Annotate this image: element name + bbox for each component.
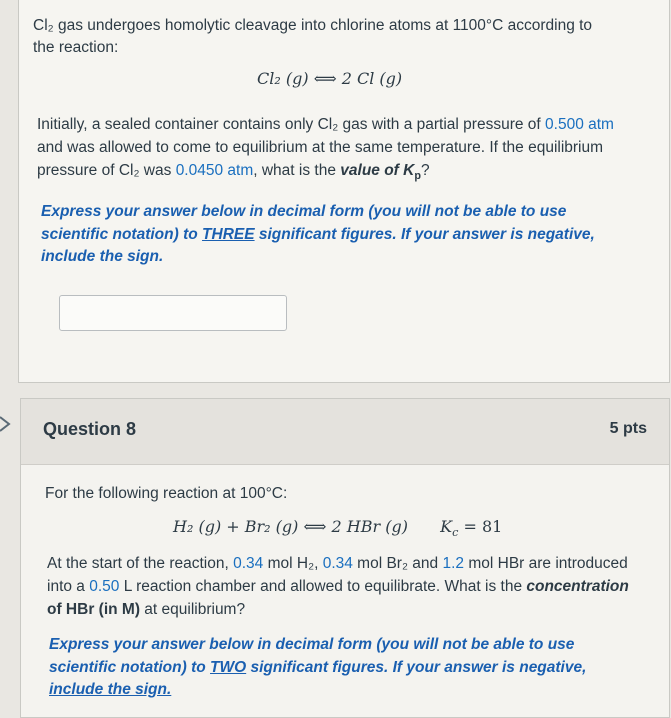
q8-body-text: mol H₂, [263,555,323,572]
q7-instruction [41,201,661,269]
q7-eq-arrow: ⟺ [313,69,337,88]
question-points: 5 pts [609,420,647,437]
q7-body-text: ? [420,162,430,179]
q8-kc-sub: c [452,526,459,540]
q7-body-text: Initially, a sealed container contains only Cl₂ gas with a partial pressure of [37,116,546,133]
question-title: Question 8 [43,419,137,439]
q8-mol-h2: 0.34 [233,555,264,572]
q7-instruction-line: include the sign. [41,248,164,265]
current-question-indicator-icon [0,415,14,433]
q7-eq-left: Cl₂ (g) [257,69,309,88]
question-8-header [21,399,669,465]
q8-instruction-line: include the sign. [49,681,172,698]
q7-intro-line2: the reaction: [33,39,119,56]
q7-initial-pressure: 0.500 atm [545,116,614,133]
q7-instruction-line: scientific notation) to [41,225,203,243]
q7-body-text: pressure of Cl₂ was [37,162,176,179]
q8-body-text: mol HBr are introduced [464,555,628,572]
q7-kp-sub: p [414,170,421,183]
q8-body-text: At the start of the reaction, [47,555,234,572]
q7-sig-figs: THREE [202,225,255,243]
q8-instruction-line: Express your answer below in decimal form (you will not be able to use [49,636,575,653]
q7-answer-input[interactable] [59,295,287,331]
q8-instruction-line: scientific notation) to [49,658,211,676]
q7-intro [33,15,663,59]
q8-mol-br2: 0.34 [322,555,353,572]
q8-sig-figs: TWO [210,658,247,676]
q8-body-text: into a [47,578,90,595]
q7-eq-right: 2 Cl (g) [341,69,403,88]
q8-body-text: mol Br₂ and [352,555,443,572]
q7-intro-line1: Cl₂ gas undergoes homolytic cleavage into chlorine atoms at 1100°C according to [33,17,593,34]
q8-kc-value: = 81 [458,517,503,536]
q7-body-text: and was allowed to come to equilibrium at the same temperature. If the equilibrium [37,139,604,156]
question-7-card [18,0,670,383]
q7-instruction-line: significant figures. If your answer is negative, [254,225,595,243]
q8-body [47,552,667,621]
q8-mol-hbr: 1.2 [442,555,465,572]
question-8-card [20,398,670,718]
q7-value-of-kp: value of K [340,162,415,179]
q8-eq-text: H₂ (g) + Br₂ (g) ⟺ 2 HBr (g) [173,517,408,536]
q8-body-text: L reaction chamber and allowed to equilibrate. What is the [119,578,527,595]
q8-instruction [49,634,664,702]
q8-hbr-label: of HBr (in M) [47,601,140,618]
q8-body-text: at equilibrium? [139,601,246,618]
q8-intro: For the following reaction at 100°C: [45,485,288,502]
q7-equation [257,69,402,88]
q7-body [37,113,667,182]
q8-kc-label: K [440,517,453,536]
q7-instruction-line: Express your answer below in decimal form (you will not be able to use [41,203,567,220]
q8-equation [173,517,503,540]
q8-concentration: concentration [526,578,629,595]
q8-volume: 0.50 [89,578,120,595]
q7-eq-pressure: 0.0450 atm [175,162,254,179]
q8-instruction-line: significant figures. If your answer is negative, [246,658,587,676]
q7-body-text: , what is the [253,162,341,179]
